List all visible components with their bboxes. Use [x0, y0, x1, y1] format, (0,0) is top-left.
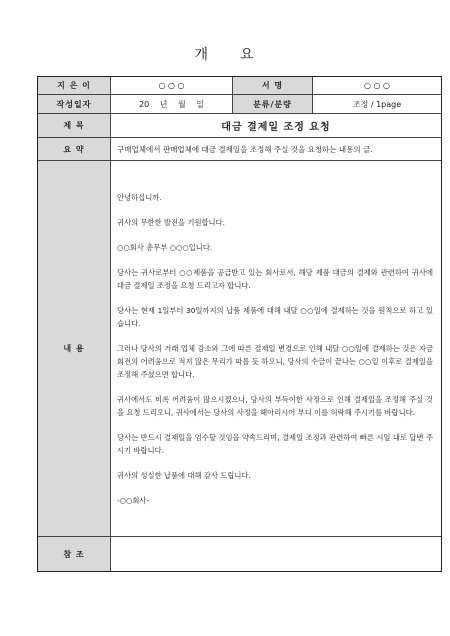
- summary-form: [37, 76, 442, 572]
- content-signoff: -○○회사-: [117, 496, 150, 505]
- content-body: [111, 161, 441, 536]
- date-row: [38, 95, 441, 114]
- page-title: [0, 44, 450, 64]
- author-value: ○ ○ ○: [111, 77, 233, 94]
- author-label: 지 은 이: [38, 77, 111, 94]
- title-right-char: 요: [240, 47, 256, 63]
- content-paragraph: 당사는 현재 1일부터 30일까지의 납품 제품에 대해 내달 ○○일에 결제하는 것을 원칙으로 하고 있습니다.: [117, 306, 433, 328]
- content-paragraph: 당사는 귀사로부터 ○○제품을 공급받고 있는 회사로서, 해당 제품 대금의 결제와 관련하여 귀사에 대금 결제일 조정을 요청 드리고자 합니다.: [117, 268, 433, 290]
- signature-label: 서 명: [233, 77, 313, 94]
- content-paragraph: 귀사의 성실한 납품에 대해 감사 드립니다.: [117, 471, 251, 480]
- content-row: [38, 161, 441, 537]
- subject-row: [38, 114, 441, 138]
- reference-row: [38, 537, 441, 571]
- content-paragraph: 귀사에서도 비록 어려움이 많으시겠으나, 당사의 부득이한 사정으로 인해 결제일을 조정해 주실 것을 요청 드리오니, 귀사에서는 당사의 사정을 헤아리시어 부디 이를 허락해 주시기를 바랍니다.: [117, 395, 433, 417]
- signature-value: ○ ○ ○: [363, 81, 391, 90]
- title-left-char: 개: [194, 47, 210, 63]
- content-paragraph: ○○회사 총무부 ○○○입니다.: [117, 243, 213, 252]
- content-paragraph: 그러나 당사의 거래 업체 감소와 그에 따른 결제일 변경으로 인해 내달 ○○일에 결제하는 것은 자금 회전의 어려움으로 적지 않은 무리가 따를 듯 하오니, 당사의 수금이 끝나는 ○○일 이후로 결제일을 조정해 주셨으면 합니다.: [117, 344, 433, 379]
- author-row: [38, 77, 441, 95]
- content-paragraph: 안녕하십니까.: [117, 193, 162, 202]
- reference-value: [111, 537, 441, 571]
- content-paragraph: 귀사의 무한한 발전을 기원합니다.: [117, 218, 225, 227]
- summary-value: 구매업체에서 판매업체에 대금 결제일을 조정해 주실 것을 요청하는 내용의 글.: [117, 144, 373, 154]
- subject-label: 제 목: [38, 114, 111, 137]
- subject-value: 대금 결제일 조정 요청: [221, 122, 331, 133]
- summary-row: [38, 138, 441, 161]
- content-label: 내 용: [38, 161, 111, 536]
- category-value: 조정 / 1page: [352, 99, 402, 109]
- category-label: 분류/분량: [233, 95, 313, 113]
- reference-label: 참 조: [38, 537, 111, 571]
- summary-label: 요 약: [38, 138, 111, 160]
- content-paragraph: 당사는 반드시 결제일을 엄수할 것임을 약속드리며, 결제일 조정과 관련하여 빠른 시일 내로 답변 주시기 바랍니다.: [117, 433, 433, 455]
- date-value: 20 년 월 일: [111, 95, 233, 113]
- date-label: 작성일자: [38, 95, 111, 113]
